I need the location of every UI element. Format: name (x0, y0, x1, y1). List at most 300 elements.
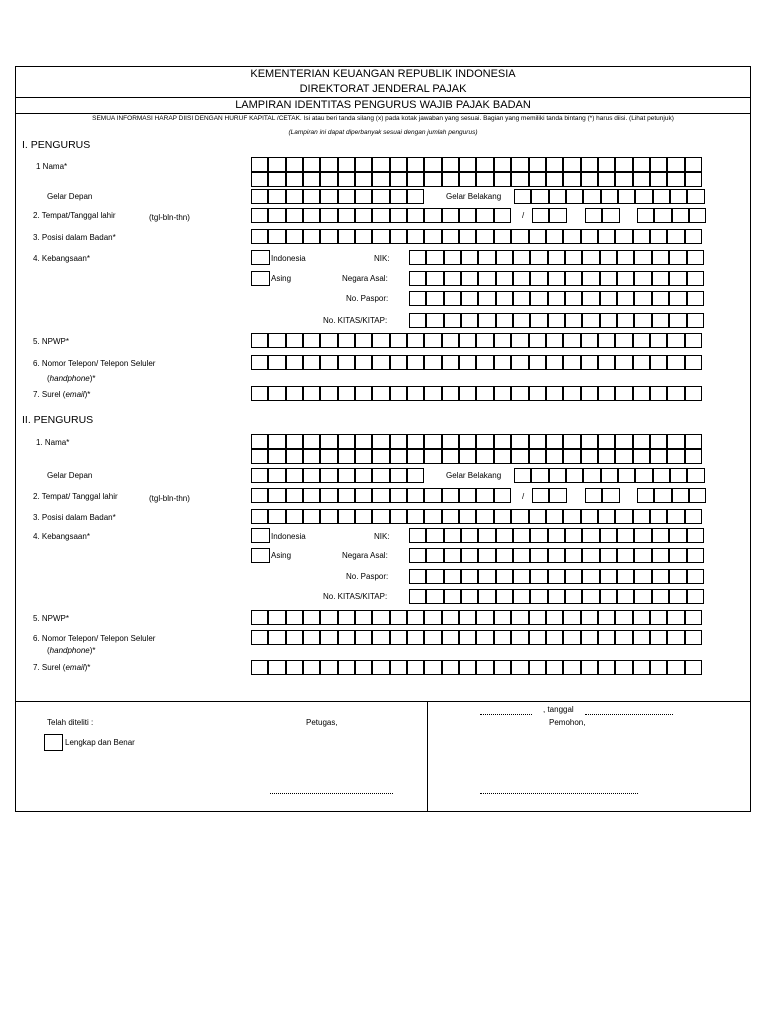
char-box[interactable] (581, 449, 598, 464)
char-box[interactable] (546, 157, 563, 172)
char-box[interactable] (355, 488, 372, 503)
char-box[interactable] (633, 229, 650, 244)
char-box[interactable] (476, 355, 493, 370)
char-box[interactable] (442, 157, 459, 172)
char-box[interactable] (286, 630, 303, 645)
char-box[interactable] (303, 610, 320, 625)
char-box[interactable] (320, 208, 337, 223)
char-box[interactable] (442, 449, 459, 464)
char-box[interactable] (444, 569, 461, 584)
char-box[interactable] (514, 468, 531, 483)
char-box[interactable] (549, 488, 566, 503)
char-box[interactable] (320, 189, 337, 204)
char-box[interactable] (687, 569, 704, 584)
char-box[interactable] (689, 208, 706, 223)
char-box[interactable] (442, 630, 459, 645)
char-box[interactable] (268, 610, 285, 625)
char-box[interactable] (633, 157, 650, 172)
char-box[interactable] (615, 386, 632, 401)
asing-checkbox[interactable] (251, 548, 270, 563)
char-box[interactable] (511, 449, 528, 464)
char-box[interactable] (268, 189, 285, 204)
char-box[interactable] (268, 449, 285, 464)
char-box[interactable] (338, 468, 355, 483)
char-box[interactable] (546, 434, 563, 449)
asing-checkbox[interactable] (251, 271, 270, 286)
char-box[interactable] (513, 569, 530, 584)
place-field[interactable] (480, 714, 532, 715)
char-box[interactable] (633, 630, 650, 645)
char-box[interactable] (461, 528, 478, 543)
char-box[interactable] (652, 271, 669, 286)
char-box[interactable] (582, 569, 599, 584)
char-box[interactable] (672, 208, 689, 223)
char-box[interactable] (615, 157, 632, 172)
char-box[interactable] (581, 630, 598, 645)
char-box[interactable] (615, 355, 632, 370)
char-box[interactable] (617, 589, 634, 604)
char-box[interactable] (511, 434, 528, 449)
char-box[interactable] (251, 229, 268, 244)
char-box[interactable] (355, 434, 372, 449)
tahun-boxes[interactable] (637, 208, 706, 223)
char-box[interactable] (652, 313, 669, 328)
char-box[interactable] (529, 509, 546, 524)
char-box[interactable] (565, 528, 582, 543)
nama-boxes-row1[interactable] (251, 157, 702, 172)
char-box[interactable] (546, 660, 563, 675)
char-box[interactable] (598, 449, 615, 464)
char-box[interactable] (650, 157, 667, 172)
char-box[interactable] (461, 271, 478, 286)
char-box[interactable] (598, 386, 615, 401)
char-box[interactable] (442, 488, 459, 503)
char-box[interactable] (390, 449, 407, 464)
char-box[interactable] (303, 449, 320, 464)
char-box[interactable] (494, 610, 511, 625)
char-box[interactable] (251, 610, 268, 625)
char-box[interactable] (424, 333, 441, 348)
char-box[interactable] (601, 189, 618, 204)
char-box[interactable] (409, 291, 426, 306)
char-box[interactable] (320, 434, 337, 449)
char-box[interactable] (511, 630, 528, 645)
char-box[interactable] (338, 610, 355, 625)
char-box[interactable] (529, 172, 546, 187)
no-kitas-boxes[interactable] (409, 313, 704, 328)
char-box[interactable] (667, 157, 684, 172)
char-box[interactable] (478, 291, 495, 306)
char-box[interactable] (320, 630, 337, 645)
char-box[interactable] (615, 509, 632, 524)
char-box[interactable] (442, 355, 459, 370)
char-box[interactable] (600, 528, 617, 543)
char-box[interactable] (548, 313, 565, 328)
char-box[interactable] (650, 333, 667, 348)
char-box[interactable] (549, 189, 566, 204)
char-box[interactable] (687, 250, 704, 265)
npwp-boxes[interactable] (251, 610, 702, 625)
char-box[interactable] (669, 589, 686, 604)
char-box[interactable] (338, 509, 355, 524)
char-box[interactable] (598, 229, 615, 244)
char-box[interactable] (424, 660, 441, 675)
char-box[interactable] (461, 569, 478, 584)
char-box[interactable] (529, 630, 546, 645)
char-box[interactable] (390, 386, 407, 401)
char-box[interactable] (565, 548, 582, 563)
char-box[interactable] (650, 386, 667, 401)
char-box[interactable] (529, 333, 546, 348)
char-box[interactable] (565, 569, 582, 584)
char-box[interactable] (286, 488, 303, 503)
char-box[interactable] (355, 610, 372, 625)
char-box[interactable] (372, 509, 389, 524)
char-box[interactable] (667, 610, 684, 625)
char-box[interactable] (355, 333, 372, 348)
char-box[interactable] (598, 333, 615, 348)
char-box[interactable] (268, 172, 285, 187)
char-box[interactable] (426, 569, 443, 584)
gelar-depan-boxes[interactable] (251, 189, 424, 204)
char-box[interactable] (409, 589, 426, 604)
char-box[interactable] (548, 548, 565, 563)
char-box[interactable] (617, 291, 634, 306)
char-box[interactable] (634, 291, 651, 306)
char-box[interactable] (633, 434, 650, 449)
char-box[interactable] (615, 660, 632, 675)
char-box[interactable] (494, 509, 511, 524)
char-box[interactable] (390, 610, 407, 625)
char-box[interactable] (442, 509, 459, 524)
char-box[interactable] (355, 229, 372, 244)
char-box[interactable] (355, 509, 372, 524)
char-box[interactable] (268, 229, 285, 244)
char-box[interactable] (303, 488, 320, 503)
char-box[interactable] (372, 449, 389, 464)
char-box[interactable] (529, 434, 546, 449)
char-box[interactable] (496, 548, 513, 563)
char-box[interactable] (565, 250, 582, 265)
char-box[interactable] (687, 189, 704, 204)
char-box[interactable] (650, 660, 667, 675)
char-box[interactable] (494, 333, 511, 348)
char-box[interactable] (286, 189, 303, 204)
char-box[interactable] (654, 488, 671, 503)
char-box[interactable] (268, 488, 285, 503)
char-box[interactable] (303, 434, 320, 449)
char-box[interactable] (444, 250, 461, 265)
char-box[interactable] (476, 434, 493, 449)
char-box[interactable] (669, 291, 686, 306)
char-box[interactable] (546, 229, 563, 244)
char-box[interactable] (563, 386, 580, 401)
char-box[interactable] (303, 172, 320, 187)
char-box[interactable] (409, 528, 426, 543)
char-box[interactable] (355, 386, 372, 401)
char-box[interactable] (303, 468, 320, 483)
char-box[interactable] (529, 229, 546, 244)
char-box[interactable] (563, 509, 580, 524)
char-box[interactable] (617, 548, 634, 563)
char-box[interactable] (459, 208, 476, 223)
char-box[interactable] (459, 509, 476, 524)
char-box[interactable] (581, 333, 598, 348)
char-box[interactable] (511, 660, 528, 675)
char-box[interactable] (355, 468, 372, 483)
char-box[interactable] (407, 333, 424, 348)
char-box[interactable] (602, 488, 619, 503)
char-box[interactable] (687, 271, 704, 286)
tanggal-boxes[interactable] (532, 488, 567, 503)
char-box[interactable] (251, 630, 268, 645)
char-box[interactable] (390, 355, 407, 370)
date-field[interactable] (585, 714, 673, 715)
char-box[interactable] (303, 208, 320, 223)
char-box[interactable] (268, 660, 285, 675)
char-box[interactable] (511, 333, 528, 348)
char-box[interactable] (581, 660, 598, 675)
char-box[interactable] (251, 333, 268, 348)
char-box[interactable] (459, 229, 476, 244)
char-box[interactable] (687, 589, 704, 604)
char-box[interactable] (444, 548, 461, 563)
char-box[interactable] (600, 313, 617, 328)
char-box[interactable] (600, 250, 617, 265)
char-box[interactable] (424, 172, 441, 187)
char-box[interactable] (615, 610, 632, 625)
char-box[interactable] (598, 355, 615, 370)
char-box[interactable] (372, 229, 389, 244)
char-box[interactable] (409, 569, 426, 584)
nama-boxes-row1[interactable] (251, 434, 702, 449)
char-box[interactable] (530, 569, 547, 584)
char-box[interactable] (442, 434, 459, 449)
char-box[interactable] (598, 660, 615, 675)
char-box[interactable] (251, 468, 268, 483)
char-box[interactable] (303, 157, 320, 172)
char-box[interactable] (476, 488, 493, 503)
char-box[interactable] (513, 271, 530, 286)
char-box[interactable] (618, 189, 635, 204)
tanggal-boxes[interactable] (532, 208, 567, 223)
char-box[interactable] (442, 386, 459, 401)
char-box[interactable] (355, 355, 372, 370)
char-box[interactable] (529, 660, 546, 675)
char-box[interactable] (496, 291, 513, 306)
char-box[interactable] (566, 468, 583, 483)
char-box[interactable] (548, 271, 565, 286)
char-box[interactable] (496, 250, 513, 265)
char-box[interactable] (320, 355, 337, 370)
char-box[interactable] (565, 271, 582, 286)
nik-boxes[interactable] (409, 250, 704, 265)
char-box[interactable] (426, 271, 443, 286)
char-box[interactable] (320, 449, 337, 464)
char-box[interactable] (251, 509, 268, 524)
char-box[interactable] (565, 291, 582, 306)
char-box[interactable] (426, 589, 443, 604)
char-box[interactable] (546, 333, 563, 348)
char-box[interactable] (667, 630, 684, 645)
npwp-boxes[interactable] (251, 333, 702, 348)
char-box[interactable] (530, 291, 547, 306)
char-box[interactable] (511, 229, 528, 244)
char-box[interactable] (650, 172, 667, 187)
char-box[interactable] (634, 528, 651, 543)
char-box[interactable] (251, 660, 268, 675)
char-box[interactable] (633, 172, 650, 187)
char-box[interactable] (602, 208, 619, 223)
petugas-signature-line[interactable] (270, 793, 393, 794)
char-box[interactable] (685, 610, 702, 625)
char-box[interactable] (581, 386, 598, 401)
char-box[interactable] (670, 468, 687, 483)
char-box[interactable] (372, 610, 389, 625)
char-box[interactable] (685, 157, 702, 172)
char-box[interactable] (409, 271, 426, 286)
char-box[interactable] (355, 172, 372, 187)
char-box[interactable] (338, 386, 355, 401)
char-box[interactable] (513, 548, 530, 563)
char-box[interactable] (582, 271, 599, 286)
char-box[interactable] (667, 333, 684, 348)
posisi-boxes[interactable] (251, 229, 702, 244)
char-box[interactable] (372, 660, 389, 675)
char-box[interactable] (407, 468, 424, 483)
char-box[interactable] (669, 250, 686, 265)
char-box[interactable] (546, 386, 563, 401)
char-box[interactable] (390, 189, 407, 204)
char-box[interactable] (338, 208, 355, 223)
char-box[interactable] (320, 660, 337, 675)
char-box[interactable] (582, 589, 599, 604)
char-box[interactable] (251, 208, 268, 223)
char-box[interactable] (338, 630, 355, 645)
char-box[interactable] (513, 291, 530, 306)
char-box[interactable] (496, 569, 513, 584)
char-box[interactable] (407, 488, 424, 503)
char-box[interactable] (653, 468, 670, 483)
char-box[interactable] (581, 509, 598, 524)
char-box[interactable] (424, 630, 441, 645)
char-box[interactable] (635, 189, 652, 204)
char-box[interactable] (633, 610, 650, 625)
char-box[interactable] (667, 660, 684, 675)
char-box[interactable] (338, 488, 355, 503)
char-box[interactable] (685, 386, 702, 401)
posisi-boxes[interactable] (251, 509, 702, 524)
char-box[interactable] (669, 528, 686, 543)
tahun-boxes[interactable] (637, 488, 706, 503)
char-box[interactable] (563, 229, 580, 244)
char-box[interactable] (459, 488, 476, 503)
char-box[interactable] (268, 630, 285, 645)
char-box[interactable] (565, 589, 582, 604)
char-box[interactable] (667, 229, 684, 244)
char-box[interactable] (338, 172, 355, 187)
char-box[interactable] (355, 157, 372, 172)
char-box[interactable] (459, 172, 476, 187)
char-box[interactable] (513, 250, 530, 265)
char-box[interactable] (617, 250, 634, 265)
char-box[interactable] (476, 229, 493, 244)
char-box[interactable] (407, 189, 424, 204)
char-box[interactable] (476, 610, 493, 625)
char-box[interactable] (494, 355, 511, 370)
char-box[interactable] (667, 434, 684, 449)
char-box[interactable] (424, 610, 441, 625)
char-box[interactable] (654, 208, 671, 223)
char-box[interactable] (442, 208, 459, 223)
char-box[interactable] (268, 386, 285, 401)
char-box[interactable] (652, 291, 669, 306)
char-box[interactable] (459, 449, 476, 464)
char-box[interactable] (582, 313, 599, 328)
char-box[interactable] (355, 660, 372, 675)
char-box[interactable] (667, 172, 684, 187)
char-box[interactable] (496, 313, 513, 328)
char-box[interactable] (685, 660, 702, 675)
char-box[interactable] (494, 172, 511, 187)
char-box[interactable] (563, 660, 580, 675)
char-box[interactable] (529, 386, 546, 401)
char-box[interactable] (320, 488, 337, 503)
char-box[interactable] (529, 449, 546, 464)
char-box[interactable] (303, 229, 320, 244)
nik-boxes[interactable] (409, 528, 704, 543)
char-box[interactable] (546, 610, 563, 625)
char-box[interactable] (355, 189, 372, 204)
char-box[interactable] (409, 313, 426, 328)
char-box[interactable] (461, 313, 478, 328)
char-box[interactable] (286, 333, 303, 348)
char-box[interactable] (286, 157, 303, 172)
surel-boxes[interactable] (251, 386, 702, 401)
char-box[interactable] (653, 189, 670, 204)
char-box[interactable] (494, 386, 511, 401)
char-box[interactable] (650, 229, 667, 244)
char-box[interactable] (598, 434, 615, 449)
char-box[interactable] (390, 157, 407, 172)
char-box[interactable] (669, 569, 686, 584)
char-box[interactable] (444, 528, 461, 543)
char-box[interactable] (476, 333, 493, 348)
char-box[interactable] (669, 313, 686, 328)
char-box[interactable] (390, 208, 407, 223)
char-box[interactable] (303, 355, 320, 370)
telepon-boxes[interactable] (251, 355, 702, 370)
char-box[interactable] (598, 157, 615, 172)
char-box[interactable] (667, 449, 684, 464)
char-box[interactable] (390, 660, 407, 675)
char-box[interactable] (251, 157, 268, 172)
char-box[interactable] (600, 271, 617, 286)
char-box[interactable] (476, 449, 493, 464)
char-box[interactable] (685, 434, 702, 449)
char-box[interactable] (511, 355, 528, 370)
no-paspor-boxes[interactable] (409, 569, 704, 584)
char-box[interactable] (459, 333, 476, 348)
char-box[interactable] (650, 610, 667, 625)
char-box[interactable] (494, 630, 511, 645)
char-box[interactable] (635, 468, 652, 483)
char-box[interactable] (303, 660, 320, 675)
char-box[interactable] (372, 630, 389, 645)
char-box[interactable] (407, 509, 424, 524)
char-box[interactable] (494, 488, 511, 503)
char-box[interactable] (548, 528, 565, 543)
